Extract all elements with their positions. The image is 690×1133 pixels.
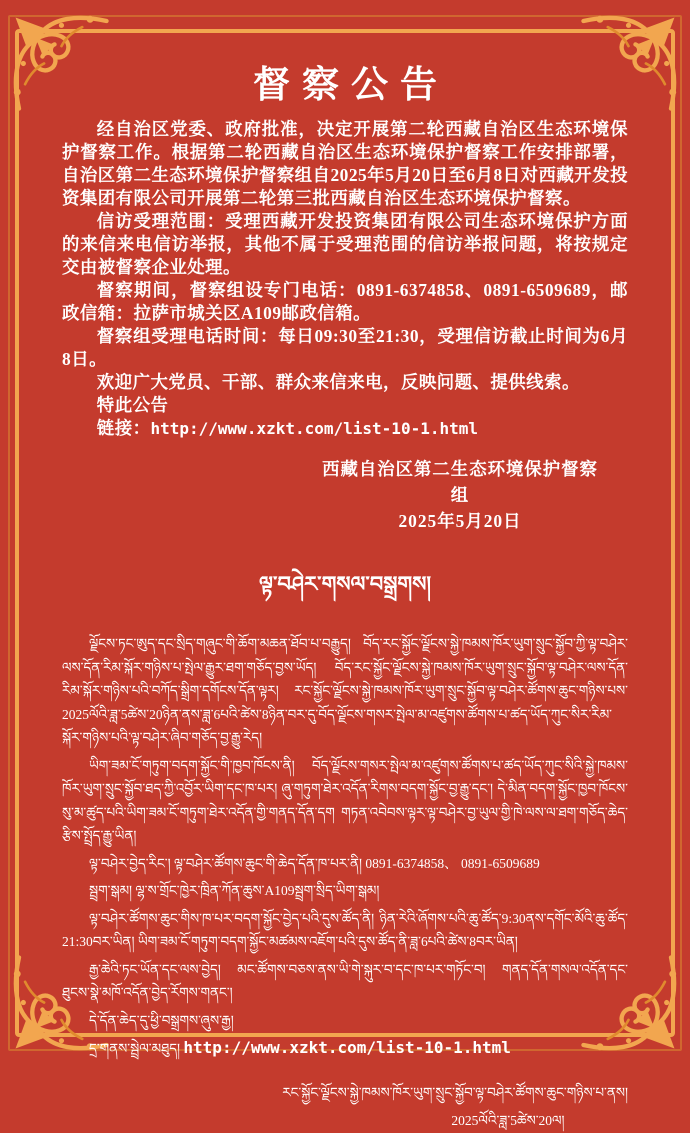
tibetan-signature: རང་སྐྱོང་ལྗོངས་སྐྱེ་ཁམས་ཁོར་ཡུག་སྲུང་སྐྱོབ་ལྟ་བཤེར་ཚོགས་ཆུང་གཉིས་པ་ནས། [282, 1084, 628, 1100]
tibetan-title: ལྟ་བཤེར་གསལ་བསྒྲགས། [258, 572, 432, 596]
tibetan-paragraph-mailbox: སྦྲག་སྒམ། ལྷ་ས་གྲོང་ཁྱེར་ཁྲིན་ཀོན་ཆུས་A109སྦྲག་སྲིད་ཡིག་སྒམ། [89, 883, 380, 898]
paragraph-welcome: 欢迎广大党员、干部、群众来信来电，反映问题、提供线索。 [96, 372, 580, 392]
date: 2025年5月20日 [398, 511, 522, 531]
tibetan-paragraph-inspection-intro: ལྗོངས་ཏང་ཨུད་དང་སྲིད་གཞུང་གི་ཆོག་མཆན་ཐོབ་པ་བརྒྱུད། བོད་རང་སྐྱོང་ལྗོངས་སྐྱེ་ཁམས་ཁོར་ཡུག་སྲུང་སྐྱོབ་ཀྱི་ལྟ་བཤེར་ལས་དོན་རིམ་སྐོར་གཉིས་པ་སྤེལ་རྒྱུར་ཐག་གཅོད་བྱས་ཡོད། བོད་རང་སྐྱོང་ལྗོངས་སྐྱེ་ཁམས་ཁོར་ཡུག་སྲུང་སྐྱོབ་ལྟ་བཤེར་ལས་དོན་རིམ་སྐོར་གཉིས་པའི་བཀོད་སྒྲིག་དགོངས་དོན་ལྟར། རང་སྐྱོང་ལྗོངས་སྐྱེ་ཁམས་ཁོར་ཡུག་སྲུང་སྐྱོབ་ལྟ་བཤེར་ཚོགས་ཆུང་གཉིས་པས་2025ལོའི་ཟླ་5ཚེས་20ཉིན་ནས་ཟླ་6པའི་ཚེས་8ཉིན་བར་དུ་བོད་ལྗོངས་གསར་སྤེལ་མ་འཛུགས་ཚོགས་པ་ཚད་ཡོད་ཀུང་སིར་རིམ་སྐོར་གཉིས་པའི་ལྟ་བཤེར་ཞིབ་གཅོད་བྱ་རྒྱུ་རེད། [62, 636, 628, 745]
tibetan-closing-statement: དེ་དོན་ཆེད་དུ་ཕྱི་བསྒྲགས་ཞུས་རྒྱ། [89, 1012, 234, 1028]
tibetan-link-url: http://www.xzkt.com/list-10-1.html [183, 1038, 511, 1057]
tibetan-paragraph-phone-hours: ལྟ་བཤེར་ཚོགས་ཆུང་གིས་ཁ་པར་བདག་སྐྱོང་བྱེད་པའི་དུས་ཚོད་ནི། ཉིན་རེའི་ཞོགས་པའི་ཆུ་ཚོད་9:30ནས་དགོང་མོའི་ཆུ་ཚོད་21:30བར་ཡིན། ཡིག་ཟམ་ངོ་གཏུག་བདག་སྐྱོང་མཚམས་འཇོག་པའི་དུས་ཚོད་ནི་ཟླ་6པའི་ཚེས་8བར་ཡིན། [62, 910, 628, 949]
paragraph-petition-scope: 信访受理范围：受理西藏开发投资集团有限公司生态环境保护方面的来信来电信访举报，其他不属于受理范围的信访举报问题，将按规定交由被督察企业处理。 [62, 211, 628, 277]
notice-body-chinese [62, 118, 628, 440]
link-line [62, 417, 628, 440]
signature-block-chinese [320, 456, 600, 534]
notice-body-tibetan [62, 632, 628, 1061]
paragraph-contact-phone-mailbox: 督察期间，督察组设专门电话：0891-6374858、0891-6509689，邮政信箱：拉萨市城关区A109邮政信箱。 [62, 280, 628, 323]
tibetan-date: 2025ལོའི་ཟླ་5ཚེས་20ལ། [451, 1112, 565, 1128]
tibetan-paragraph-contact-phone: ལྟ་བཤེར་བྱེད་རིང་། ལྟ་བཤེར་ཚོགས་ཆུང་གི་ཆེད་དོན་ཁ་པར་ནི། 0891-6374858、 0891-6509689 [89, 855, 540, 871]
link-url: http://www.xzkt.com/list-10-1.html [150, 419, 478, 438]
paragraph-phone-hours: 督察组受理电话时间：每日09:30至21:30，受理信访截止时间为6月8日。 [62, 326, 628, 369]
link-label: 链接： [96, 418, 151, 438]
tibetan-paragraph-petition-scope: ཡིག་ཟམ་ངོ་གཏུག་བདག་སྐྱོང་གི་ཁྱབ་ཁོངས་ནི། བོད་ལྗོངས་གསར་སྤེལ་མ་འཛུགས་ཚོགས་པ་ཚད་ཡོད་ཀུང་སིའི་སྐྱེ་ཁམས་ཁོར་ཡུག་སྲུང་སྐྱོབ་ཐད་ཀྱི་འབྱོར་ཡིག་དང་ཁ་པར། ཞུ་གཏུག་ཐེར་འདོན་རིགས་བདག་སྐྱོང་བྱ་རྒྱུ་དང་། དེ་མིན་བདག་སྐྱོང་ཁྱབ་ཁོངས་སུ་མ་ཚུད་པའི་ཡིག་ཟམ་ངོ་གཏུག་ཐེར་འདོན་གྱི་གནད་དོན་དག གཏན་འབེབས་ལྟར་ལྟ་བཤེར་བྱ་ཡུལ་གྱི་ཁེ་ལས་ལ་ཐག་གཅོད་ཆེད་རྩིས་སྤྲོད་རྒྱུ་ཡིན། [62, 757, 628, 843]
paragraph-inspection-intro: 经自治区党委、政府批准，决定开展第二轮西藏自治区生态环境保护督察工作。根据第二轮西藏自治区生态环境保护督察工作安排部署，自治区第二生态环境保护督察组自2025年5月20日至6月8日对西藏开发投资集团有限公司开展第二轮第三批西藏自治区生态环境保护督察。 [62, 119, 628, 208]
tibetan-paragraph-welcome: རྒྱ་ཆེའི་ཏང་ཡོན་དང་ལས་བྱེད། མང་ཚོགས་བཅས་ནས་ཡི་གེ་སྐུར་བ་དང་ཁ་པར་གཏོང་བ། གནད་དོན་གསལ་འདོན་དང་ཐུངས་སྣེ་མཁོ་འདོན་བྱེད་རོགས་གནང་། [62, 961, 628, 1000]
closing-statement: 特此公告 [96, 395, 169, 415]
tibetan-link-label: དྲ་གནས་སྦྲེལ་མཐུད། [89, 1041, 181, 1056]
tibetan-link-line [62, 1036, 628, 1061]
signature: 西藏自治区第二生态环境保护督察组 [322, 459, 598, 505]
notice-title: 督察公告 [253, 65, 449, 106]
notice-content [62, 54, 628, 1133]
